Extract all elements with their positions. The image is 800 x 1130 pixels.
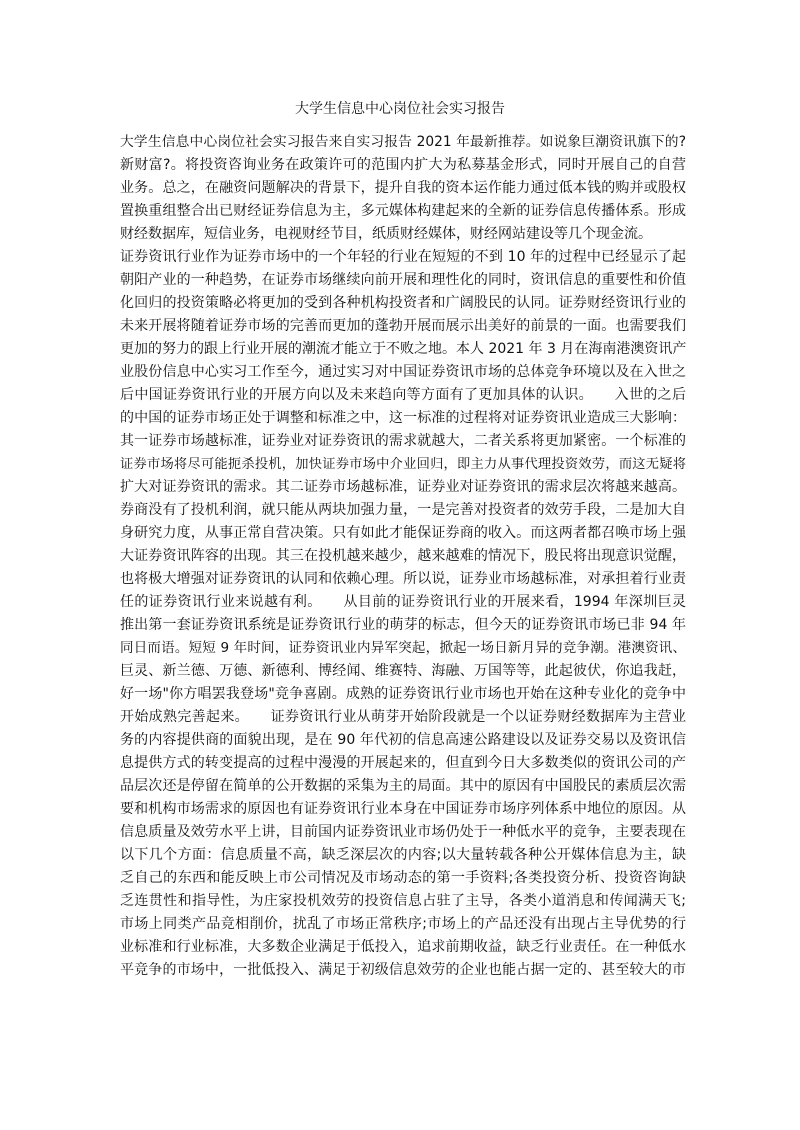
body-line: 业股份信息中心实习工作至今，通过实习对中国证券资讯市场的总体竞争环境以及在入世之	[120, 364, 686, 380]
body-line: 扩大对证券资讯的需求。其二证券市场越标准，证券业对证券资讯的需求层次将越来越高。	[120, 479, 686, 495]
body-line: 同日而语。短短 9 年时间，证券资讯业内异军突起，掀起一场日新月异的竞争潮。港澳资讯、	[120, 640, 686, 656]
document-body	[120, 131, 686, 982]
body-line: 大学生信息中心岗位社会实习报告来自实习报告 2021 年最新推荐。如说象巨潮资讯旗下的?	[120, 134, 686, 150]
body-line: 品层次还是停留在简单的公开数据的采集为主的局面。其中的原因有中国股民的素质层次需	[120, 778, 686, 794]
document-title: 大学生信息中心岗位社会实习报告	[295, 101, 505, 117]
body-line: 乏自己的东西和能反映上市公司情况及市场动态的第一手资料;各类投资分析、投资咨询缺	[120, 870, 686, 886]
body-line: 未来开展将随着证券市场的完善而更加的蓬勃开展而展示出美好的前景的一面。也需要我们	[120, 318, 686, 334]
body-line: 的中国的证券市场正处于调整和标准之中，这一标准的过程将对证券资讯业造成三大影响：	[120, 410, 686, 426]
body-line: 化回归的投资策略必将更加的受到各种机构投资者和广阔股民的认同。证券财经资讯行业的	[120, 295, 686, 311]
body-line: 推出第一套证券资讯系统是证券资讯行业的萌芽的标志，但今天的证券资讯市场已非 94 年	[120, 617, 686, 633]
body-line: 好一场"你方唱罢我登场"竞争喜剧。成熟的证券资讯行业市场也开始在这种专业化的竞争中	[120, 686, 686, 702]
body-line: 业务。总之，在融资问题解决的背景下，提升自我的资本运作能力通过低本钱的购并或股权	[120, 180, 686, 196]
body-line: 财经数据库，短信业务，电视财经节目，纸质财经媒体，财经网站建设等几个现金流。	[120, 226, 652, 242]
body-line: 其一证券市场越标准，证券业对证券资讯的需求就越大，二者关系将更加紧密。一个标准的	[120, 433, 686, 449]
body-line: 息提供方式的转变提高的过程中漫漫的开展起来的，但直到今日大多数类似的资讯公司的产	[120, 755, 686, 771]
body-line: 以下几个方面：信息质量不高，缺乏深层次的内容;以大量转载各种公开媒体信息为主，缺	[120, 847, 686, 863]
body-line: 也将极大增强对证券资讯的认同和依赖心理。所以说，证券业市场越标准，对承担着行业责	[120, 571, 686, 587]
body-line: 开始成熟完善起来。 证券资讯行业从萌芽开始阶段就是一个以证券财经数据库为主营业	[120, 709, 686, 725]
body-line: 业标准和行业标准，大多数企业满足于低投入，追求前期收益，缺乏行业责任。在一种低水	[120, 939, 686, 955]
body-line: 更加的努力的跟上行业开展的潮流才能立于不败之地。本人 2021 年 3 月在海南港澳资讯产	[120, 341, 686, 357]
body-line: 朝阳产业的一种趋势，在证券市场继续向前开展和理性化的同时，资讯信息的重要性和价值	[120, 272, 686, 288]
body-line: 身研究力度，从事正常自营决策。只有如此才能保证券商的收入。而这两者都召唤市场上强	[120, 525, 686, 541]
body-line: 新财富?。将投资咨询业务在政策许可的范围内扩大为私募基金形式，同时开展自己的自营	[120, 157, 686, 173]
body-line: 证券市场将尽可能扼杀投机，加快证券市场中介业回归，即主力从事代理投资效劳，而这无疑将	[120, 457, 686, 472]
body-line: 平竞争的市场中，一批低投入、满足于初级信息效劳的企业也能占据一定的、甚至较大的市	[120, 962, 686, 978]
body-line: 巨灵、新兰德、万德、新德利、博经闻、维赛特、海融、万国等等，此起彼伏，你追我赶，	[120, 663, 686, 679]
body-line: 后中国证券资讯行业的开展方向以及未来趋向等方面有了更加具体的认识。 入世的之后	[120, 387, 686, 403]
body-line: 券商没有了投机利润，就只能从两块加强力量，一是完善对投资者的效劳手段，二是加大自	[120, 502, 686, 518]
body-line: 证券资讯行业作为证券市场中的一个年轻的行业在短短的不到 10 年的过程中已经显示了起	[120, 249, 686, 265]
body-line: 大证券资讯阵容的出现。其三在投机越来越少，越来越难的情况下，股民将出现意识觉醒，	[120, 548, 686, 564]
body-line: 任的证券资讯行业来说越有利。 从目前的证券资讯行业的开展来看，1994 年深圳巨灵	[120, 594, 686, 610]
body-line: 信息质量及效劳水平上讲，目前国内证券资讯业市场仍处于一种低水平的竞争，主要表现在	[120, 824, 686, 840]
body-line: 置换重组整合出已财经证券信息为主，多元媒体构建起来的全新的证券信息传播体系。形成	[120, 203, 686, 219]
body-line: 乏连贯性和指导性，为庄家投机效劳的投资信息占驻了主导，各类小道消息和传闻满天飞;	[120, 893, 686, 909]
body-line: 务的内容提供商的面貌出现，是在 90 年代初的信息高速公路建设以及证券交易以及资讯信	[120, 732, 686, 748]
body-line: 要和机构市场需求的原因也有证券资讯行业本身在中国证券市场序列体系中地位的原因。从	[120, 801, 686, 817]
body-line: 市场上同类产品竞相削价，扰乱了市场正常秩序;市场上的产品还没有出现占主导优势的行	[120, 916, 686, 932]
